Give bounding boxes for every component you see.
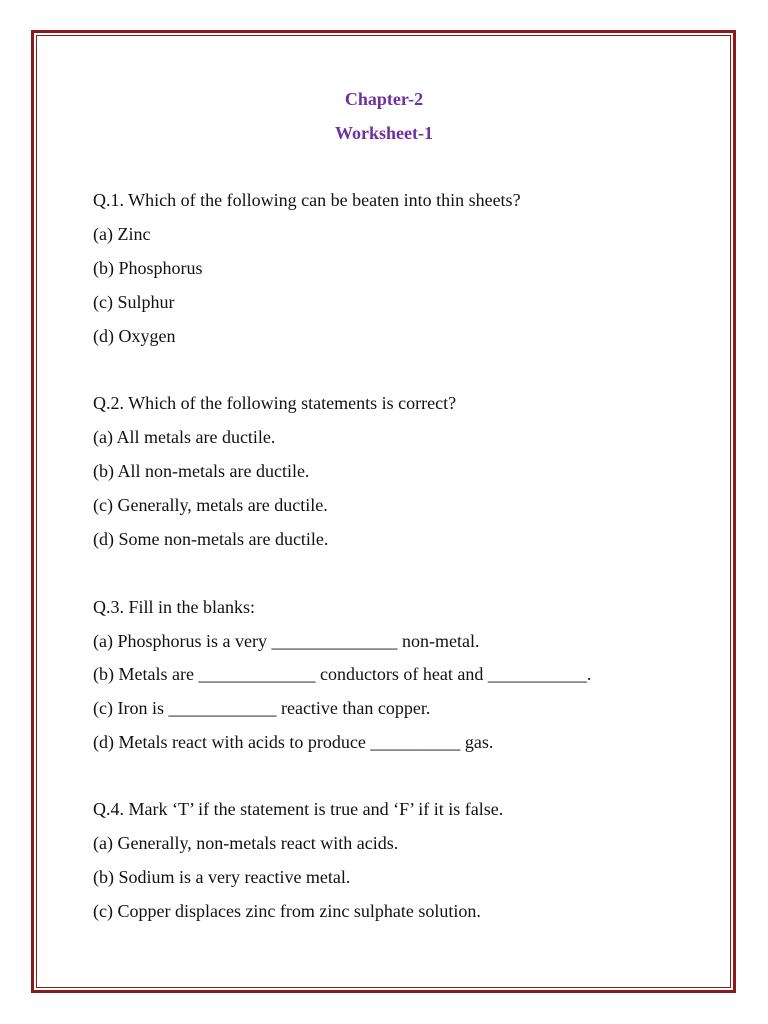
worksheet-heading: Worksheet-1	[335, 123, 433, 143]
question-4-statement-a: (a) Generally, non-metals react with acids.	[93, 833, 399, 853]
question-2: Q.2. Which of the following statements is correct?	[93, 393, 457, 413]
question-3-blank-b: (b) Metals are _____________ conductors of heat and ___________.	[93, 664, 592, 684]
question-1-option-b: (b) Phosphorus	[93, 258, 203, 278]
question-2-option-c: (c) Generally, metals are ductile.	[93, 495, 328, 515]
question-2-option-b: (b) All non-metals are ductile.	[93, 461, 310, 481]
question-3-blank-d: (d) Metals react with acids to produce __________ gas.	[93, 732, 494, 752]
question-4-statement-c: (c) Copper displaces zinc from zinc sulphate solution.	[93, 901, 481, 921]
question-4-statement-b: (b) Sodium is a very reactive metal.	[93, 867, 351, 887]
question-2-option-d: (d) Some non-metals are ductile.	[93, 529, 329, 549]
question-1-option-c: (c) Sulphur	[93, 292, 175, 312]
chapter-heading: Chapter-2	[344, 89, 424, 109]
question-4: Q.4. Mark ‘T’ if the statement is true and ‘F’ if it is false.	[93, 799, 504, 819]
question-1: Q.1. Which of the following can be beaten into thin sheets?	[93, 190, 521, 210]
question-1-option-a: (a) Zinc	[93, 224, 151, 244]
question-2-option-a: (a) All metals are ductile.	[93, 427, 276, 447]
question-3-blank-a: (a) Phosphorus is a very ______________ non-metal.	[93, 631, 480, 651]
question-3-blank-c: (c) Iron is ____________ reactive than copper.	[93, 698, 431, 718]
question-1-option-d: (d) Oxygen	[93, 326, 176, 346]
question-3: Q.3. Fill in the blanks:	[93, 597, 255, 617]
